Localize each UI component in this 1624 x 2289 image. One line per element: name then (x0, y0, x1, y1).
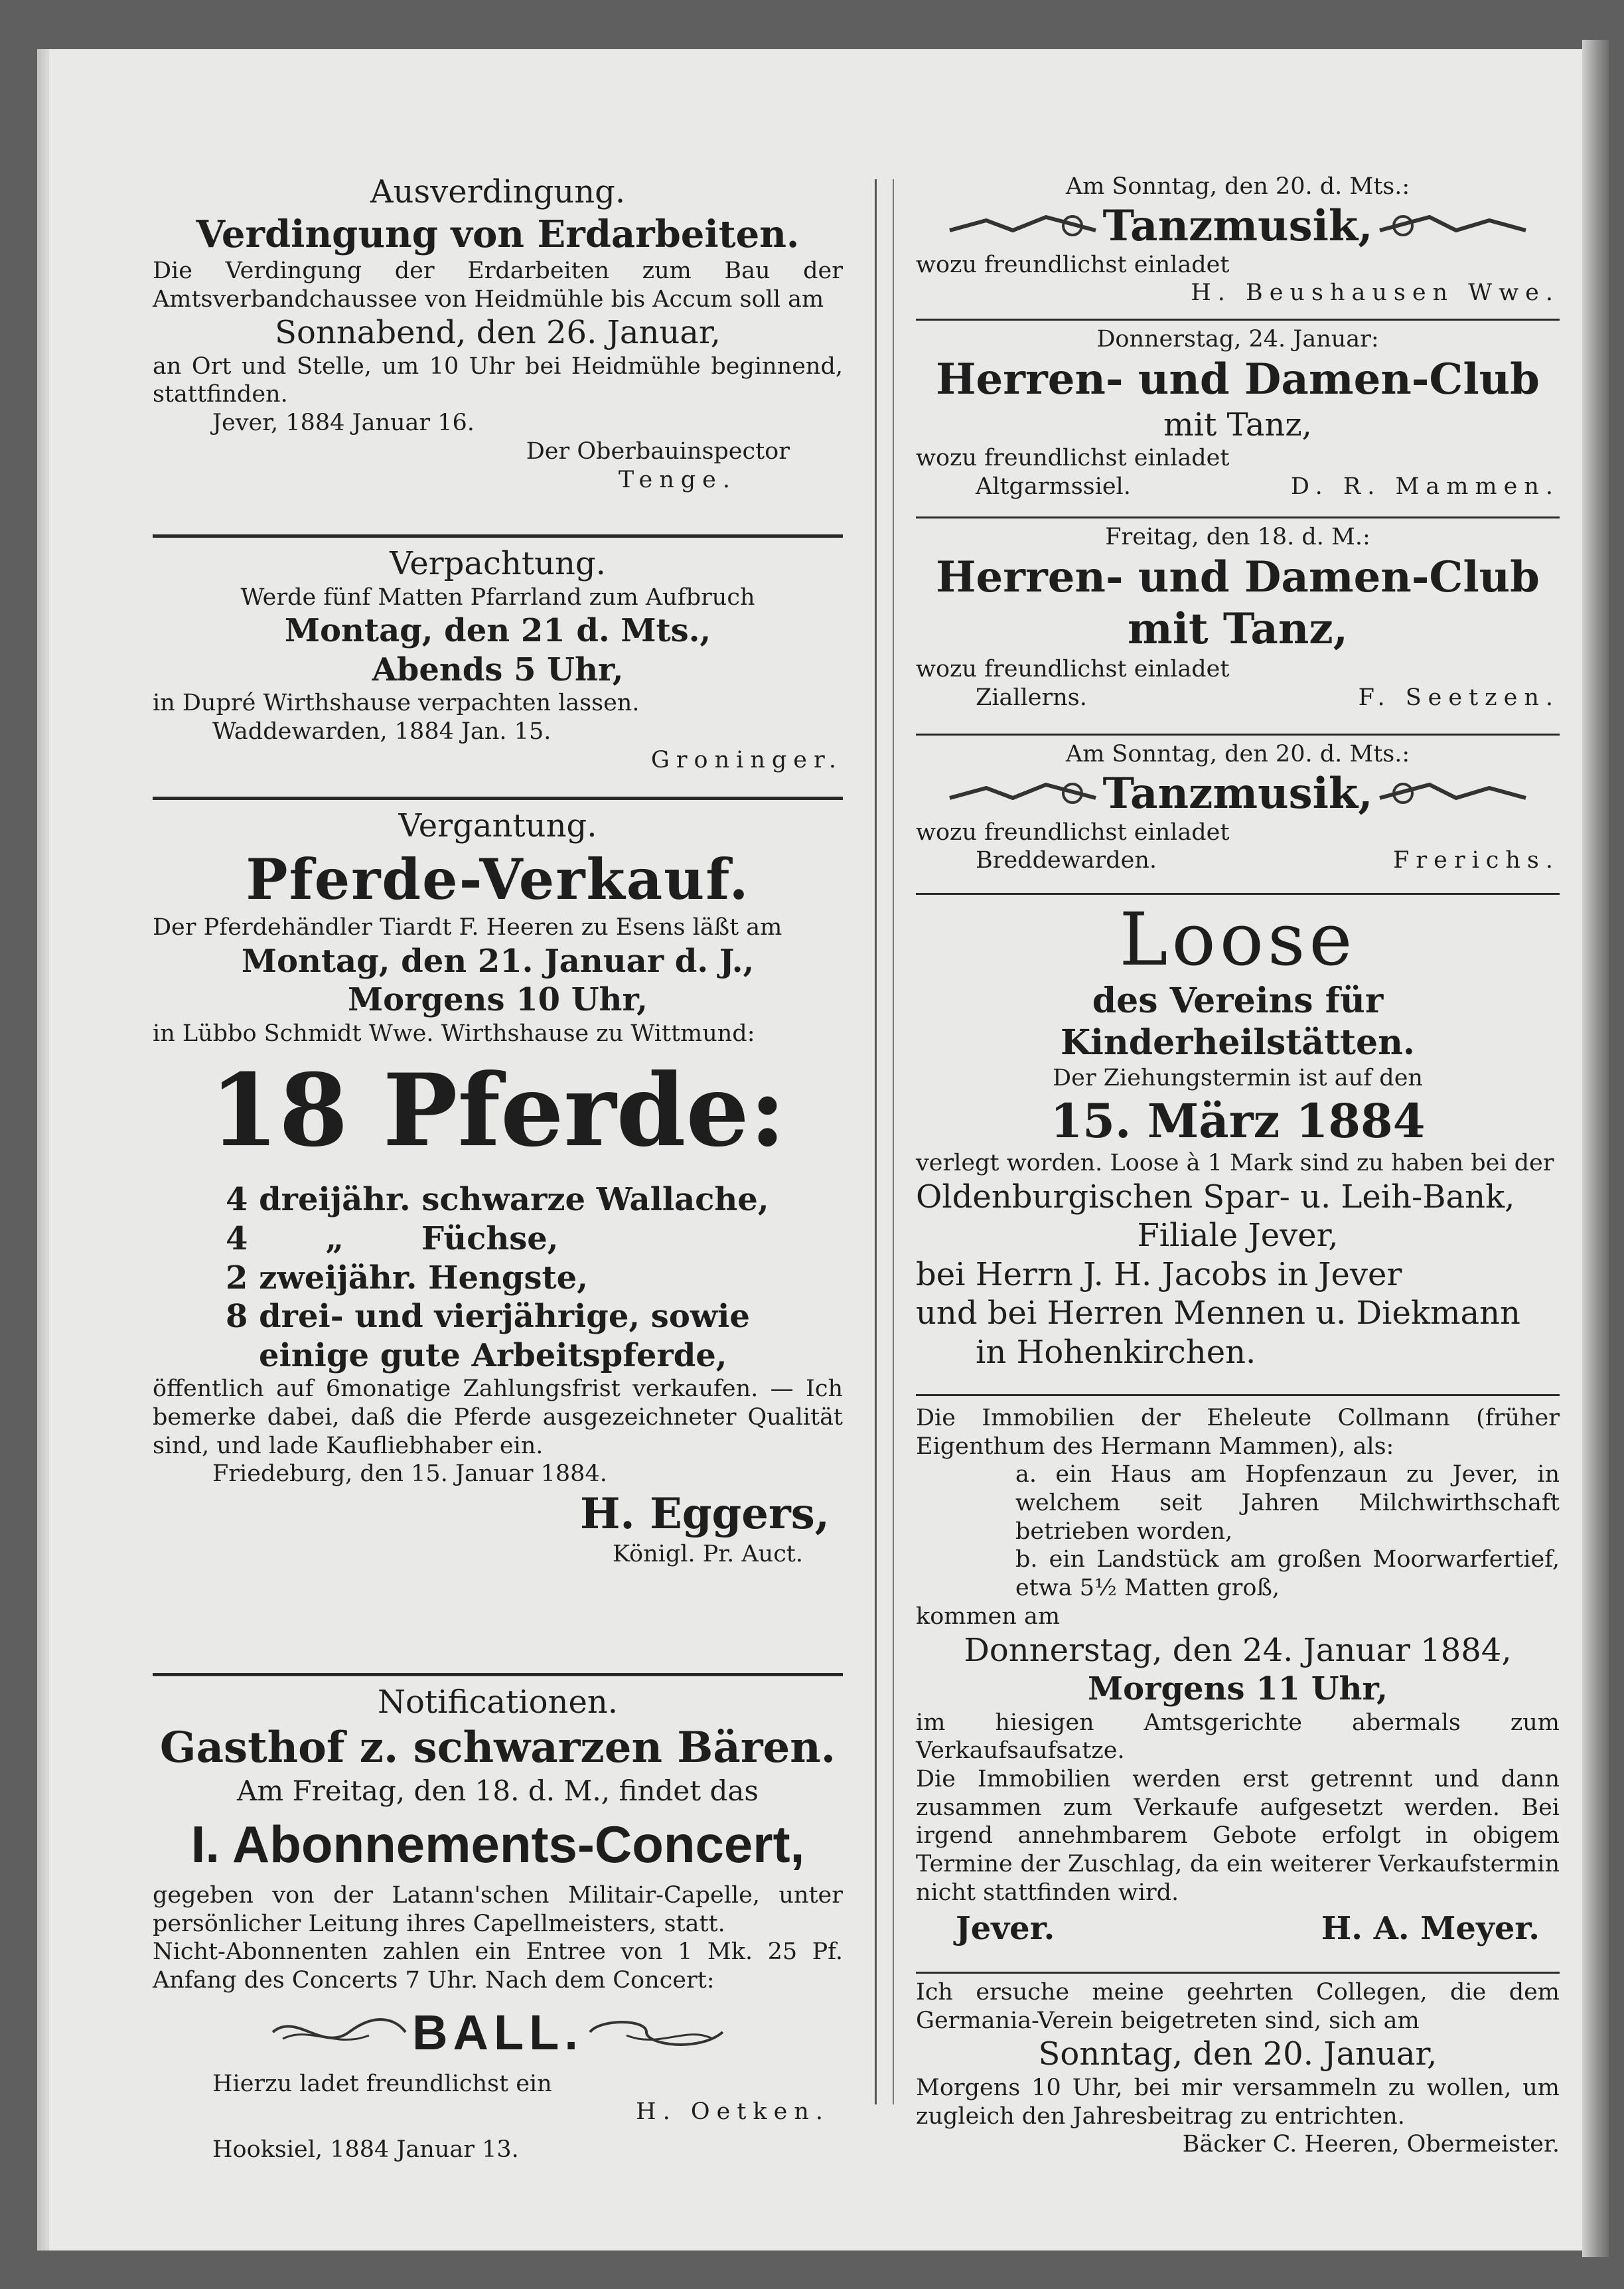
ad-title: Loose (1119, 897, 1357, 982)
section-rule (153, 797, 843, 800)
section-rule (916, 1394, 1560, 1396)
left-column (153, 119, 843, 2177)
ad-title: Pferde-Verkauf. (246, 846, 750, 912)
ad-heading: Notificationen. (377, 1684, 619, 1721)
ad-place: Altgarmssiel. (976, 473, 1131, 500)
list-item: a. ein Haus am Hopfenzaun zu Jever, in welchem seit Jahren Milchwirthschaft betrieben worden, (1015, 1461, 1560, 1545)
signature-row (916, 1907, 1560, 1948)
ad-date: Montag, den 21 d. Mts., (284, 612, 711, 650)
ad-heading: Verpachtung. (390, 545, 606, 582)
ad-place-date: Hooksiel, 1884 Januar 13. (212, 2136, 519, 2164)
ad-place: Ziallerns. (976, 684, 1087, 711)
ad-date: Am Sonntag, den 20. d. Mts.: (1065, 173, 1410, 200)
right-ornament-icon (1376, 775, 1529, 812)
ad-signature: Groninger. (650, 746, 843, 773)
ad-invite: wozu freundlichst einladet (916, 655, 1230, 682)
ad-title: Herren- und Damen-Club (936, 354, 1540, 404)
ad-place-date: Waddewarden, 1884 Jan. 15. (212, 718, 552, 746)
ad-club-2 (916, 523, 1560, 712)
ad-body: Der Pferdehändler Tiardt F. Heeren zu Esens läßt am (153, 914, 782, 941)
ad-body: Werde fünf Matten Pfarrland zum Aufbruch (240, 584, 755, 611)
ad-signature: D. R. Mammen. (1290, 473, 1560, 500)
signature-row (916, 846, 1560, 875)
bank-line: und bei Herren Mennen u. Diekmann (916, 1295, 1520, 1332)
concert-title: I. Abonnements-Concert, (190, 1814, 805, 1873)
section-rule (153, 534, 843, 538)
bank-line: Filiale Jever, (1137, 1217, 1339, 1255)
page-binding-edge (1582, 40, 1609, 2257)
ball-banner (153, 2004, 843, 2061)
bank-line: in Hohenkirchen. (976, 1333, 1256, 1371)
section-rule (916, 1972, 1560, 1974)
ad-body: Die Immobilien werden erst getrennt und dann zusammen zum Verkaufe aufgesetzt werden. Bei irgend annehmbarem Gebote erfolgt in obigem Termine der Zuschlag, da ein weiterer Verkaufstermin nicht stattfinden wird. (916, 1765, 1560, 1906)
ad-office: Der Oberbauinspector (526, 437, 790, 465)
ad-signature: H. A. Meyer. (1321, 1910, 1540, 1948)
ad-body: Nicht-Abonnenten zahlen ein Entree von 1 Mk. 25 Pf. Anfang des Concerts 7 Uhr. Nach dem Concert: (153, 1938, 843, 1994)
ad-body: in Lübbo Schmidt Wwe. Wirthshause zu Wittmund: (153, 1020, 755, 1047)
ad-notificationen (153, 1683, 843, 2164)
ad-club-1 (916, 325, 1560, 501)
tanzmusik-banner (916, 769, 1560, 819)
ad-heading: Vergantung. (398, 807, 597, 844)
ad-subtitle: mit Tanz, (1163, 406, 1312, 443)
ad-invite: wozu freundlichst einladet (916, 819, 1230, 846)
ad-date: Donnerstag, den 24. Januar 1884, (964, 1631, 1512, 1669)
ad-signature: Bäcker C. Heeren, Obermeister. (1182, 2131, 1560, 2158)
ad-date: 15. März 1884 (1050, 1093, 1426, 1148)
ad-title: Gasthof z. schwarzen Bären. (159, 1722, 836, 1773)
ad-title: Tanzmusik, (1102, 200, 1373, 251)
ad-title: Tanzmusik, (1102, 768, 1373, 819)
section-rule (916, 893, 1560, 895)
ad-body: gegeben von der Latann'schen Militair-Capelle, unter persönlicher Leitung ihres Capellmeisters, statt. (153, 1882, 843, 1937)
right-ornament-icon (1376, 207, 1529, 244)
ad-subtitle: mit Tanz, (1128, 603, 1348, 654)
section-rule (153, 1673, 843, 1676)
ad-verpachtung (153, 544, 843, 774)
list-item: b. ein Landstück am großen Moorwarfertief, etwa 5½ Matten groß, (1015, 1546, 1560, 1602)
ad-body: an Ort und Stelle, um 10 Uhr bei Heidmühle beginnend, stattfinden. (153, 353, 843, 408)
section-rule (916, 319, 1560, 321)
left-ornament-icon (269, 2012, 409, 2052)
ad-vergantung (153, 807, 843, 1569)
ad-place: Breddewarden. (976, 847, 1157, 874)
ad-time: Abends 5 Uhr, (372, 651, 624, 688)
ad-body: Ich ersuche meine geehrten Collegen, die dem Germania-Verein beigetreten sind, sich am (916, 1979, 1560, 2034)
ad-date: Donnerstag, 24. Januar: (1096, 326, 1379, 353)
signature-row (916, 473, 1560, 501)
section-rule (916, 516, 1560, 518)
horse-list (153, 1180, 843, 1375)
ad-signature: H. Beushausen Wwe. (1191, 279, 1560, 307)
ad-body: Der Ziehungstermin ist auf den (1053, 1064, 1423, 1091)
right-ornament-icon (587, 2012, 726, 2052)
ad-immobilien (916, 1404, 1560, 1948)
ad-date: Sonnabend, den 26. Januar, (275, 314, 721, 352)
left-ornament-icon (946, 207, 1099, 244)
ad-signature: Frerichs. (1393, 847, 1560, 874)
section-rule (916, 734, 1560, 736)
ad-office: Königl. Pr. Auct. (612, 1541, 803, 1568)
bank-line: Oldenburgischen Spar- u. Leih-Bank, (916, 1178, 1515, 1216)
ad-body: kommen am (916, 1603, 1061, 1630)
ad-body: Die Verdingung der Erdarbeiten zum Bau der Amtsverbandchaussee von Heidmühle bis Accum soll am (153, 257, 843, 313)
ad-date: Sonntag, den 20. Januar, (1038, 2035, 1438, 2073)
column-divider-inner (893, 179, 894, 2104)
ball-text: BALL. (412, 2004, 583, 2060)
ad-invite: wozu freundlichst einladet (916, 251, 1230, 278)
ad-date: Montag, den 21. Januar d. J., (241, 942, 755, 980)
invite-row (153, 2070, 843, 2098)
ad-tanzmusik-2 (916, 740, 1560, 875)
list-item: 4 dreijähr. schwarze Wallache, (226, 1181, 769, 1219)
column-divider (875, 179, 877, 2104)
left-ornament-icon (946, 775, 1099, 812)
ad-big-headline: 18 Pferde: (209, 1052, 786, 1170)
ad-place: Jever. (956, 1910, 1055, 1948)
tanzmusik-banner (916, 201, 1560, 251)
list-item: 4 „ Füchse, (226, 1220, 559, 1258)
ad-body: Die Immobilien der Eheleute Collmann (früher Eigenthum des Hermann Mammen), als: (916, 1405, 1560, 1460)
ad-time: Morgens 11 Uhr, (1088, 1670, 1388, 1708)
ad-body: Am Freitag, den 18. d. M., findet das (237, 1774, 759, 1807)
list-item: 2 zweijähr. Hengste, (226, 1259, 588, 1297)
ad-place-date: Jever, 1884 Januar 16. (212, 410, 475, 437)
ad-body: in Dupré Wirthshause verpachten lassen. (153, 690, 640, 717)
bank-line: bei Herrn J. H. Jacobs in Jever (916, 1255, 1402, 1293)
list-item: 8 drei- und vierjährige, sowie (226, 1298, 750, 1336)
ad-signature: Tenge. (618, 466, 737, 493)
signature-row (916, 684, 1560, 712)
ad-tanzmusik-1 (916, 173, 1560, 307)
ad-body: verlegt worden. Loose à 1 Mark sind zu haben bei der (916, 1149, 1554, 1176)
ad-time: Morgens 10 Uhr, (348, 981, 648, 1019)
ad-place-date: Friedeburg, den 15. Januar 1884. (212, 1460, 607, 1488)
ad-title: Herren- und Damen-Club (936, 552, 1540, 602)
ad-invite: wozu freundlichst einladet (916, 445, 1230, 472)
ad-germania-verein (916, 1978, 1560, 2159)
ad-subtitle: des Vereins für Kinderheilstätten. (1060, 981, 1415, 1064)
ad-signature: F. Seetzen. (1358, 684, 1560, 711)
ad-body: Morgens 10 Uhr, bei mir versammeln zu wollen, um zugleich den Jahresbeitrag zu entrichten. (916, 2074, 1560, 2130)
ad-signature: H. Eggers, (579, 1488, 830, 1539)
ad-loose (916, 897, 1560, 1372)
ad-invite: Hierzu ladet freundlichst ein (212, 2070, 552, 2097)
ad-signature: H. Oetken. (636, 2098, 830, 2126)
ad-date: Freitag, den 18. d. M.: (1105, 524, 1370, 550)
right-column (916, 119, 1560, 2177)
ad-date: Am Sonntag, den 20. d. Mts.: (1065, 741, 1410, 767)
ad-title: Verdingung von Erdarbeiten. (196, 212, 800, 256)
list-item: einige gute Arbeitspferde, (259, 1336, 727, 1374)
ad-body: öffentlich auf 6monatige Zahlungsfrist verkaufen. — Ich bemerke dabei, daß die Pferde ausgezeichneter Qualität sind, und lade Kaufliebhaber ein. (153, 1376, 843, 1459)
ad-body: im hiesigen Amtsgerichte abermals zum Verkaufsaufsatze. (916, 1709, 1560, 1765)
ad-ausverdingung (153, 173, 843, 494)
ad-heading: Ausverdingung. (370, 173, 626, 210)
